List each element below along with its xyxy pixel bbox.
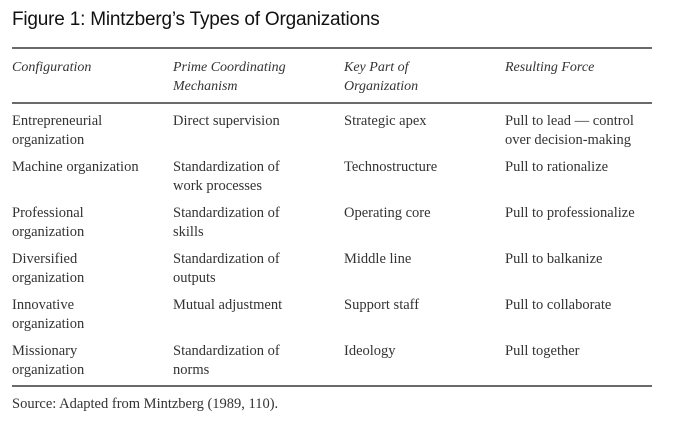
cell-key-part: Ideology xyxy=(344,343,396,359)
cell-configuration: Innovative organization xyxy=(12,297,85,332)
cell-coordinating-mechanism: Standardization of work processes xyxy=(173,159,280,194)
cell-configuration: Missionary organization xyxy=(12,343,85,378)
table-body xyxy=(12,112,652,388)
cell-coordinating-mechanism: Mutual adjustment xyxy=(173,297,283,313)
table-bottom-rule xyxy=(12,385,652,387)
cell-resulting-force: Pull to balkanize xyxy=(505,251,603,267)
header-configuration: Configuration xyxy=(12,60,92,75)
table-header-rule xyxy=(12,102,652,104)
cell-resulting-force: Pull to professionalize xyxy=(505,205,635,221)
cell-resulting-force: Pull to collaborate xyxy=(505,297,612,313)
table-row-professional xyxy=(12,204,652,250)
cell-configuration: Entrepreneurial organization xyxy=(12,113,103,148)
table-row-machine xyxy=(12,158,652,204)
cell-configuration: Professional organization xyxy=(12,205,85,240)
cell-resulting-force: Pull together xyxy=(505,343,580,359)
cell-configuration: Diversified organization xyxy=(12,251,85,286)
cell-coordinating-mechanism: Standardization of skills xyxy=(173,205,280,240)
cell-key-part: Operating core xyxy=(344,205,431,221)
cell-coordinating-mechanism: Standardization of norms xyxy=(173,343,280,378)
table-row-entrepreneurial xyxy=(12,112,652,158)
source-note: Source: Adapted from Mintzberg (1989, 110). xyxy=(12,396,279,412)
header-resulting-force: Resulting Force xyxy=(505,60,595,75)
table-row-missionary xyxy=(12,342,652,388)
cell-configuration: Machine organization xyxy=(12,159,139,175)
cell-key-part: Technostructure xyxy=(344,159,438,175)
figure-title: Figure 1: Mintzberg’s Types of Organizations xyxy=(12,9,380,30)
header-prime-coordinating-mechanism: Prime Coordinating Mechanism xyxy=(173,60,286,94)
table-top-rule xyxy=(12,47,652,49)
table-header xyxy=(12,58,652,98)
cell-coordinating-mechanism: Direct supervision xyxy=(173,113,280,129)
cell-key-part: Support staff xyxy=(344,297,420,313)
table-row-innovative xyxy=(12,296,652,342)
cell-coordinating-mechanism: Standardization of outputs xyxy=(173,251,280,286)
cell-key-part: Strategic apex xyxy=(344,113,427,129)
cell-resulting-force: Pull to lead — control over decision-making xyxy=(505,113,634,148)
cell-resulting-force: Pull to rationalize xyxy=(505,159,609,175)
cell-key-part: Middle line xyxy=(344,251,412,267)
table-row-diversified xyxy=(12,250,652,296)
header-key-part-of-organization: Key Part of Organization xyxy=(344,60,419,94)
